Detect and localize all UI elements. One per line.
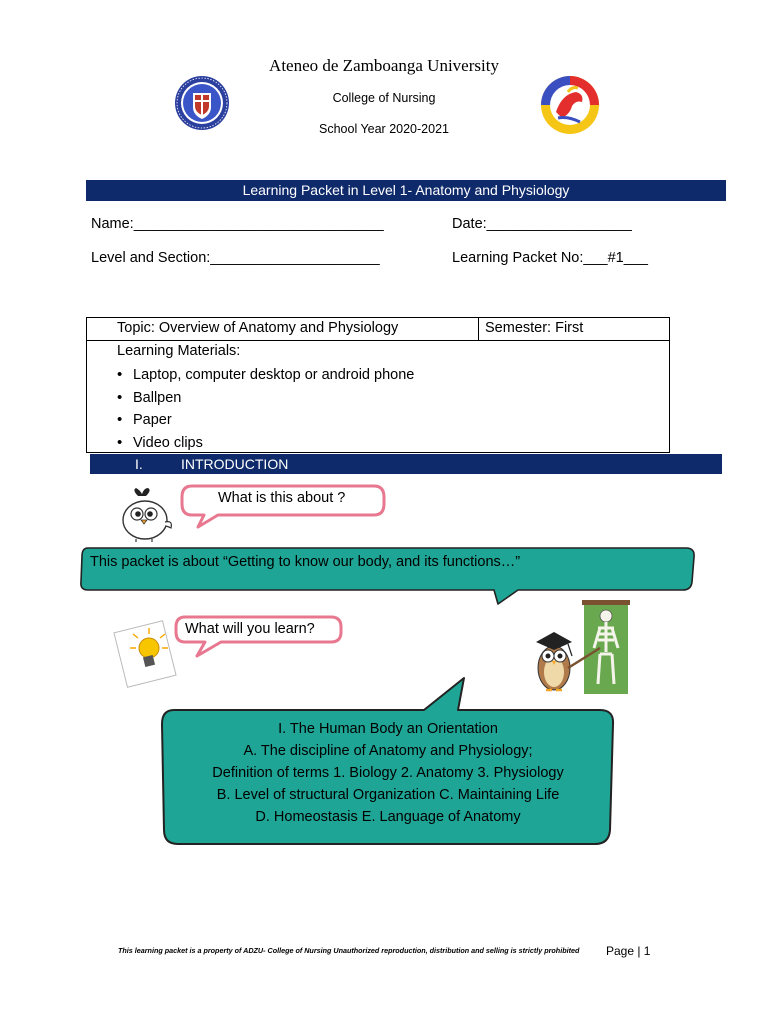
- list-item: D. Homeostasis E. Language of Anatomy: [255, 809, 521, 825]
- level-section-field: Level and Section:_____________________: [91, 250, 380, 266]
- section-number: I.: [135, 456, 143, 472]
- about-banner: [78, 542, 698, 606]
- chick-mascot-icon: [116, 486, 174, 542]
- topic-table: [86, 317, 670, 453]
- packet-title: Learning Packet in Level 1- Anatomy and Physiology: [242, 182, 570, 198]
- page-number: Page | 1: [606, 944, 651, 958]
- bubble-question-1: What is this about ?: [218, 490, 346, 506]
- introduction-section-bar: [90, 454, 722, 474]
- list-item: I. The Human Body an Orientation: [278, 721, 498, 737]
- learn-topics-list: [165, 718, 611, 828]
- list-item: Definition of terms 1. Biology 2. Anatomy 3. Physiology: [212, 765, 564, 781]
- list-item: B. Level of structural Organization C. Maintaining Life: [216, 787, 560, 803]
- topic-cell: Topic: Overview of Anatomy and Physiology: [117, 320, 399, 336]
- about-text: This packet is about “Getting to know our body, and its functions…”: [90, 554, 521, 570]
- list-item: • Laptop, computer desktop or android phone: [117, 364, 414, 387]
- bubble-question-2: What will you learn?: [185, 621, 315, 637]
- university-name: Ateneo de Zamboanga University: [269, 56, 499, 75]
- list-item: • Video clips: [117, 432, 414, 455]
- copyright-notice: This learning packet is a property of ADZU- College of Nursing Unauthorized reproduction, distribution and selling is strictly prohibited: [118, 946, 580, 955]
- list-item: • Ballpen: [117, 387, 414, 410]
- materials-list: [117, 364, 414, 454]
- college-name: College of Nursing: [332, 91, 436, 105]
- university-seal-logo: [174, 75, 230, 131]
- date-field: Date:__________________: [452, 216, 632, 232]
- list-item: • Paper: [117, 409, 414, 432]
- table-divider: [478, 318, 479, 340]
- packet-number-field: Learning Packet No:___#1___: [452, 250, 648, 266]
- packet-title-bar: [86, 180, 726, 201]
- school-year: School Year 2020-2021: [319, 122, 449, 136]
- semester-cell: Semester: First: [485, 320, 584, 336]
- topic-row: [87, 318, 669, 341]
- nursing-college-logo: [538, 72, 602, 138]
- name-field: Name:_______________________________: [91, 216, 384, 232]
- materials-label: Learning Materials:: [117, 343, 241, 359]
- list-item: A. The discipline of Anatomy and Physiology;: [243, 743, 533, 759]
- section-title: INTRODUCTION: [181, 456, 289, 472]
